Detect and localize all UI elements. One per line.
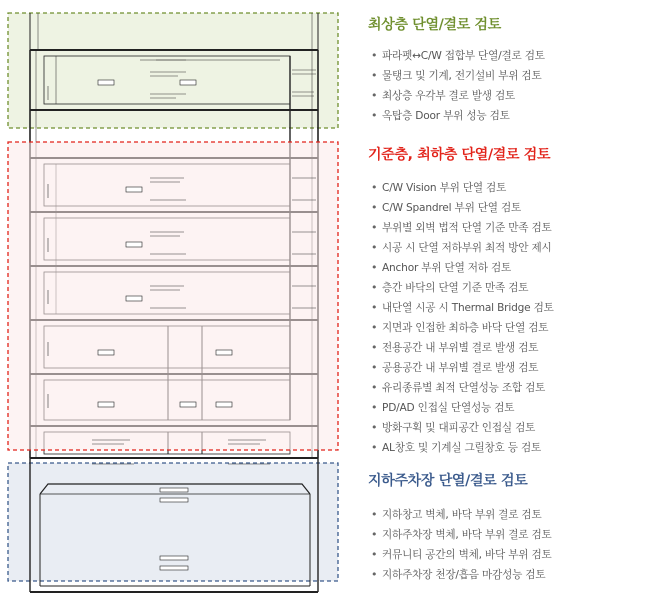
list-item: • 물탱크 및 기계, 전기설비 부위 검토: [368, 66, 664, 86]
section-typical-floors-title: 기준층, 최하층 단열/결로 검토: [368, 147, 551, 163]
list-item: • 유리종류별 최적 단열성능 조합 검토: [368, 378, 664, 398]
list-item: • C/W Spandrel 부위 단열 검토: [368, 198, 664, 218]
list-item: • 지하주차장 벽체, 바닥 부위 결로 검토: [368, 525, 664, 545]
section-basement: [368, 470, 664, 585]
list-item: • 시공 시 단열 저하부위 최적 방안 제시: [368, 238, 664, 258]
list-item: • AL창호 및 기계실 그릴창호 등 검토: [368, 438, 664, 458]
list-item: • PD/AD 인접실 단열성능 검토: [368, 398, 664, 418]
list-item: • 공용공간 내 부위별 결로 발생 검토: [368, 358, 664, 378]
list-item: • 부위별 외벽 법적 단열 기준 만족 검토: [368, 218, 664, 238]
list-item: • 내단열 시공 시 Thermal Bridge 검토: [368, 298, 664, 318]
list-item: • 전용공간 내 부위별 결로 발생 검토: [368, 338, 664, 358]
list-item: • 파라펫↔C/W 접합부 단열/결로 검토: [368, 46, 664, 66]
section-rooftop-title: 최상층 단열/결로 검토: [368, 17, 501, 33]
list-item: • 지하창고 벽체, 바닥 부위 결로 검토: [368, 505, 664, 525]
section-basement-title: 지하주차장 단열/결로 검토: [368, 473, 528, 489]
list-item: • Anchor 부위 단열 저하 검토: [368, 258, 664, 278]
section-basement-list: [368, 505, 664, 585]
list-item: • C/W Vision 부위 단열 검토: [368, 178, 664, 198]
list-item: • 옥탑층 Door 부위 성능 검토: [368, 106, 664, 126]
section-typical-floors-list: [368, 178, 664, 458]
list-item: • 커뮤니티 공간의 벽체, 바닥 부위 검토: [368, 545, 664, 565]
list-item: • 층간 바닥의 단열 기준 만족 검토: [368, 278, 664, 298]
list-item: • 최상층 우각부 결로 발생 검토: [368, 86, 664, 106]
list-item: • 방화구획 및 대피공간 인접실 검토: [368, 418, 664, 438]
list-item: • 지하주차장 천장/흡음 마감성능 검토: [368, 565, 664, 585]
bottom-zone-highlight: [8, 463, 338, 581]
section-typical-floors: [368, 144, 664, 458]
list-item: • 지면과 인접한 최하층 바닥 단열 검토: [368, 318, 664, 338]
section-rooftop: [368, 14, 664, 126]
section-rooftop-list: [368, 46, 664, 126]
middle-zone-highlight: [8, 142, 338, 450]
